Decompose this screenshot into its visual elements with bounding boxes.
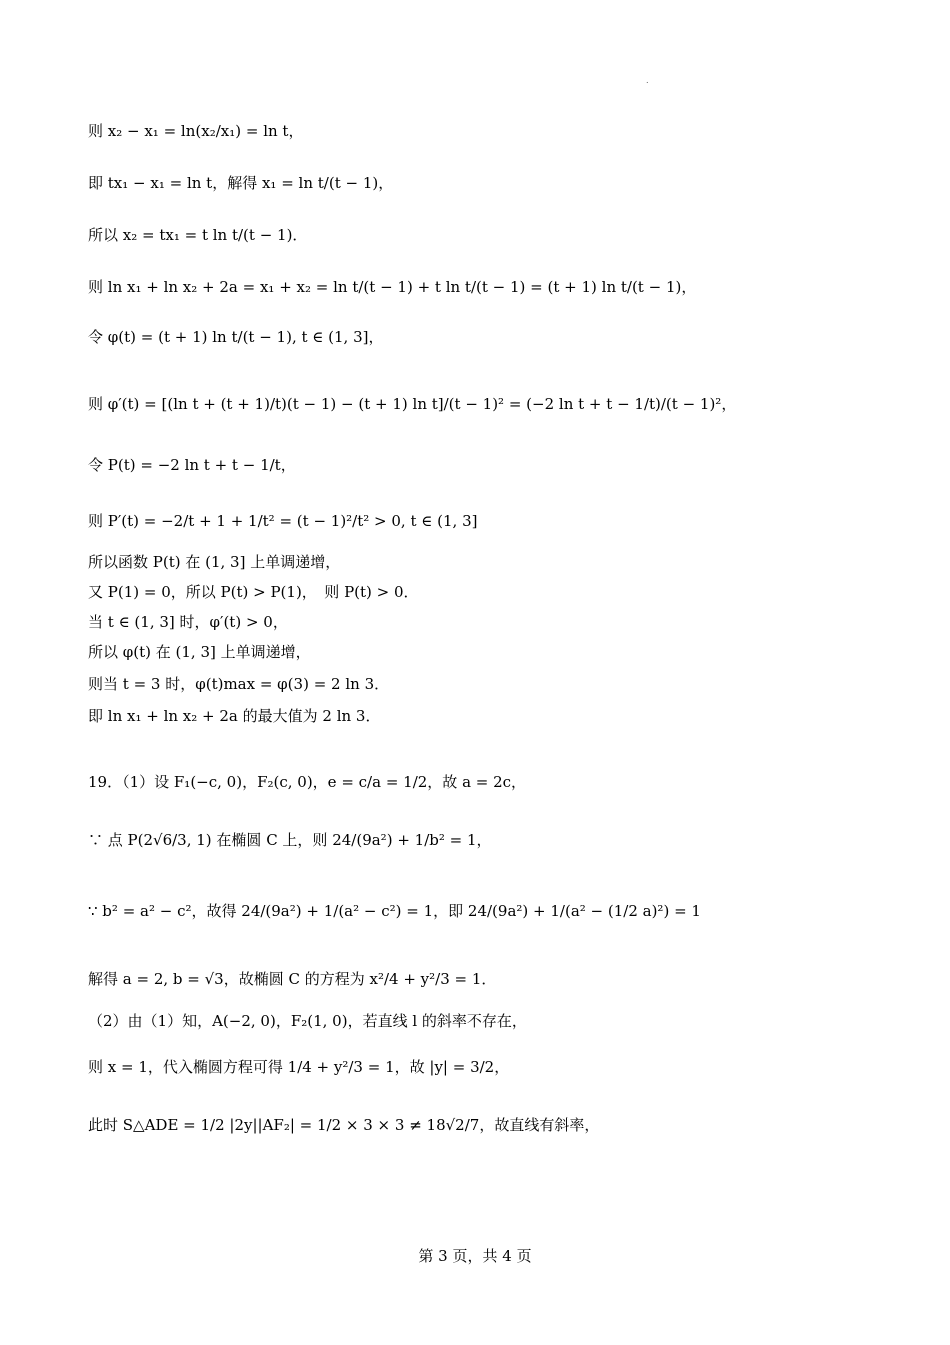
line-6: 则 φ′(t) = [(ln t + (t + 1)/t)(t − 1) − (t + 1) ln t]/(t − 1)² = (−2 ln t + t − 1/t)/(t − 1)²，	[88, 395, 737, 413]
line-19: （2）由（1）知，A(−2, 0)，F₂(1, 0)，若直线 l 的斜率不存在，	[88, 1012, 527, 1030]
line-12: 所以 φ(t) 在 (1, 3] 上单调递增，	[88, 643, 311, 661]
line-18: 解得 a = 2, b = √3，故椭圆 C 的方程为 x²/4 + y²/3 = 1．	[88, 970, 497, 988]
line-13: 则当 t = 3 时，φ(t)max = φ(3) = 2 ln 3．	[88, 675, 390, 693]
line-1: 则 x₂ − x₁ = ln(x₂/x₁) = ln t，	[88, 122, 304, 140]
line-9: 所以函数 P(t) 在 (1, 3] 上单调递增，	[88, 553, 341, 571]
decorative-dot: .	[646, 76, 649, 85]
line-8: 则 P′(t) = −2/t + 1 + 1/t² = (t − 1)²/t² > 0, t ∈ (1, 3]	[88, 512, 478, 530]
line-11: 当 t ∈ (1, 3] 时，φ′(t) > 0，	[88, 613, 288, 631]
page-footer: 第 3 页，共 4 页	[418, 1247, 532, 1265]
line-10: 又 P(1) = 0，所以 P(t) > P(1)， 则 P(t) > 0．	[88, 583, 419, 601]
line-15: 19．（1）设 F₁(−c, 0)，F₂(c, 0)，e = c/a = 1/2，故 a = 2c，	[88, 773, 527, 791]
line-3: 所以 x₂ = tx₁ = t ln t/(t − 1)．	[88, 226, 308, 244]
line-7: 令 P(t) = −2 ln t + t − 1/t，	[88, 456, 296, 474]
line-20: 则 x = 1，代入椭圆方程可得 1/4 + y²/3 = 1，故 |y| = 3/2，	[88, 1058, 510, 1076]
line-17: ∵ b² = a² − c²，故得 24/(9a²) + 1/(a² − c²) = 1，即 24/(9a²) + 1/(a² − (1/2 a)²) = 1	[88, 902, 701, 920]
line-14: 即 ln x₁ + ln x₂ + 2a 的最大值为 2 ln 3．	[88, 707, 381, 725]
line-2: 即 tx₁ − x₁ = ln t，解得 x₁ = ln t/(t − 1)，	[88, 174, 394, 192]
line-4: 则 ln x₁ + ln x₂ + 2a = x₁ + x₂ = ln t/(t − 1) + t ln t/(t − 1) = (t + 1) ln t/(t − 1)，	[88, 278, 697, 296]
line-21: 此时 S△ADE = 1/2 |2y||AF₂| = 1/2 × 3 × 3 ≠ 18√2/7，故直线有斜率，	[88, 1116, 600, 1134]
line-16: ∵ 点 P(2√6/3, 1) 在椭圆 C 上，则 24/(9a²) + 1/b² = 1，	[88, 831, 492, 849]
line-5: 令 φ(t) = (t + 1) ln t/(t − 1), t ∈ (1, 3]，	[88, 328, 384, 346]
